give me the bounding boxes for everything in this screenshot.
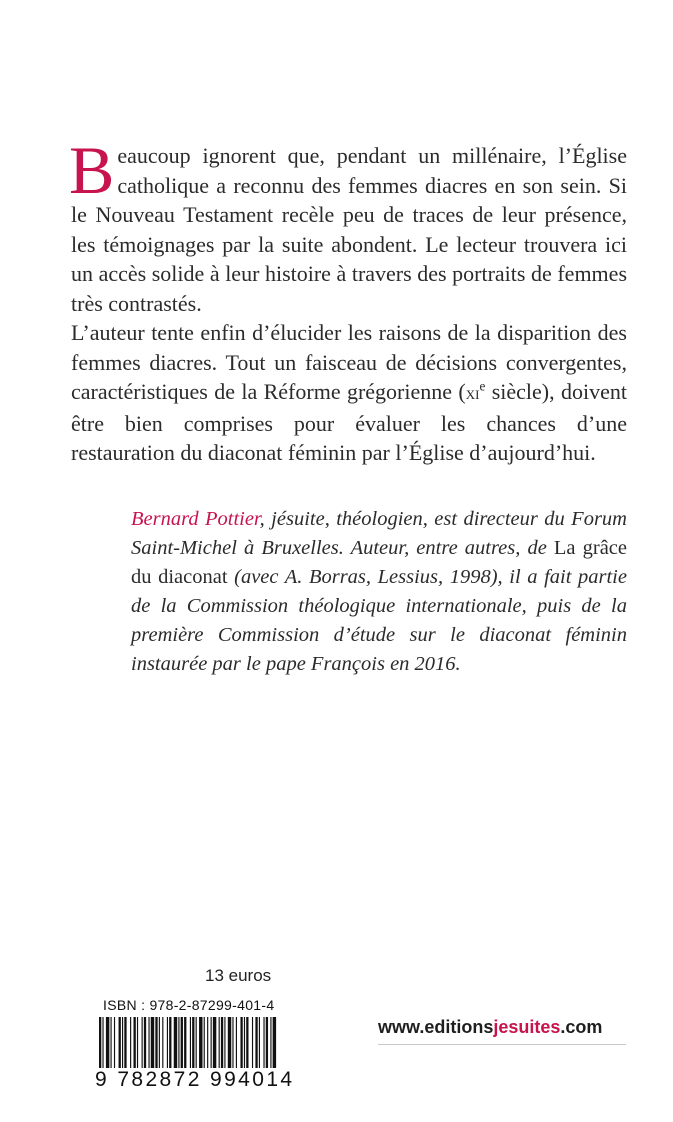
blurb-paragraph-1 bbox=[69, 132, 627, 318]
blurb-paragraph-2-start: L’auteur tente enfin d’élucider les raisons de la disparition des femmes diacres. Tout un faisceau de décisions convergentes, caractéristiques de la Réforme grégorienne ( bbox=[71, 320, 627, 404]
author-name: Bernard Pottier bbox=[131, 508, 260, 530]
price-label: 13 euros bbox=[205, 966, 272, 985]
bio-text-1: , jésuite, théologien, est directeur du Forum Saint-Michel à Bruxelles. Auteur, entre autres, de bbox=[131, 508, 627, 559]
back-cover-blurb bbox=[69, 132, 627, 468]
century-roman: xi bbox=[465, 383, 480, 404]
barcode-digits: 9 782872 994014 bbox=[95, 1068, 295, 1091]
bio-text-2: (avec A. Borras, Lessius, 1998), il a fait partie de la Commission théologique internationale, puis de la première Commission d’étude sur le diaconat féminin instaurée par le pape François en 2016. bbox=[131, 566, 627, 675]
blurb-paragraph-2-end: siècle), doivent être bien comprises pour évaluer les chances d’une restauration du diaconat féminin par l’Église d’aujourd’hui. bbox=[71, 379, 627, 465]
publisher-website[interactable] bbox=[378, 1017, 626, 1045]
book-title: La grâce du diaconat bbox=[131, 537, 627, 588]
website-prefix: www.editions bbox=[378, 1017, 494, 1037]
website-suffix: .com bbox=[560, 1017, 603, 1037]
drop-cap: B bbox=[69, 132, 115, 208]
blurb-paragraph-1-text: eaucoup ignorent que, pendant un millénaire, l’Église catholique a reconnu des femmes diacres en son sein. Si le Nouveau Testament recèle peu de traces de leur présence, les témoignages par la suite abondent. Le lecteur trouvera ici un accès solide à leur histoire à travers des portraits de femmes très contrastés. bbox=[71, 143, 627, 316]
author-bio bbox=[131, 505, 627, 679]
century-superscript: e bbox=[479, 378, 486, 394]
isbn-label: ISBN : 978-2-87299-401-4 bbox=[103, 997, 275, 1013]
website-brand: jesuites bbox=[493, 1017, 561, 1037]
blurb-paragraph-2 bbox=[71, 318, 627, 468]
